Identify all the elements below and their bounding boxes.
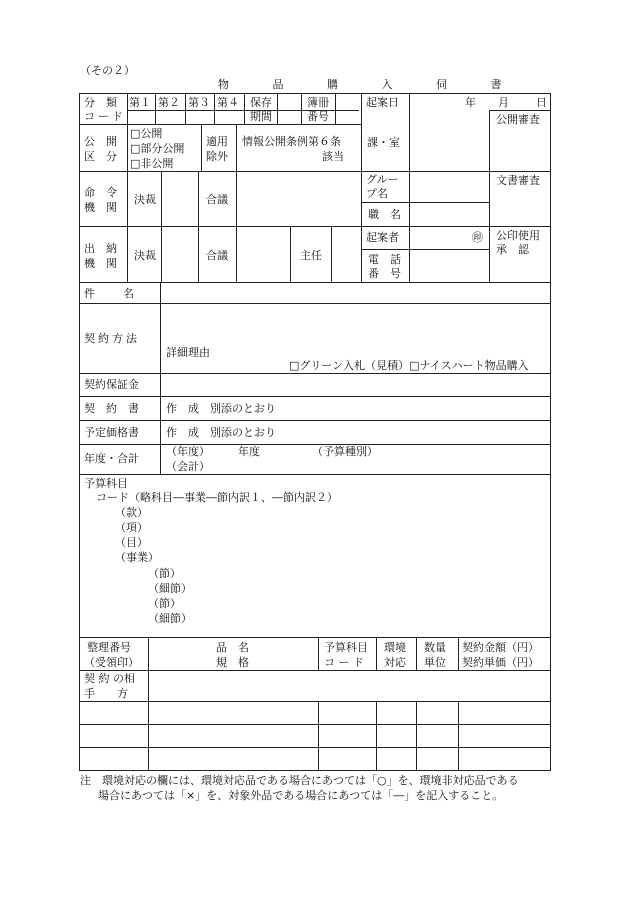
budget-setsu-1: （節） (148, 567, 181, 580)
estimated-price-value: 作 成 別添のとおり (166, 426, 276, 439)
fiscal-year-paren: （年度） (166, 445, 210, 458)
retention-label-2: 期間 (250, 110, 272, 123)
contract-amount-header: 契約金額（円） (462, 641, 539, 654)
budget-setsu-2: （節） (148, 597, 181, 610)
date-month: 月 (498, 96, 509, 109)
contract-doc-label: 契 約 書 (84, 402, 139, 415)
fiscal-total-label: 年度・合計 (84, 452, 139, 465)
budget-code-header: 予算科目 (324, 641, 368, 654)
treasury-label-2: 機 関 (84, 257, 117, 270)
eco-header: 環境 (384, 641, 406, 654)
form-title: 物 品 購 入 伺 書 (218, 78, 522, 91)
contract-doc-value: 作 成 別添のとおり (166, 402, 276, 415)
budget-code-header-2: コ ー ド (324, 656, 364, 669)
disclosure-label: 公 開 (84, 135, 117, 148)
disclosure-option-partial[interactable]: □部分公開 (130, 142, 185, 155)
seal-use-label: 公印使用 (496, 229, 540, 242)
footnote-line-2: 場合にあつては「×」を、対象外品である場合にあつては「―」を記入すること。 (98, 789, 504, 802)
budget-title: 予算科目 (84, 477, 128, 490)
footnote-line-1: 注 環境対応の欄には、環境対応品である場合にあつては「○」を、環境非対応品である (80, 774, 519, 787)
ordinance-text: 情報公開条例第６条 (242, 135, 341, 148)
ledger-label: 簿冊 (307, 96, 329, 109)
draft-date-label: 起案日 (366, 96, 399, 109)
accounting-label: （会計） (166, 460, 210, 473)
exclusion-label-2: 除外 (206, 150, 228, 163)
phone-label-2: 番 号 (368, 267, 401, 280)
order-authority-label-2: 機 関 (84, 201, 117, 214)
chief-label: 主任 (300, 249, 322, 262)
order-consult-label: 合議 (206, 193, 228, 206)
green-procurement-options[interactable]: □グリーン入札（見積）□ナイスハート物品購入 (289, 359, 529, 372)
disclosure-label-2: 区 分 (84, 150, 117, 163)
budget-saisetsu-1: （細節） (148, 582, 192, 595)
treasury-consult-label: 合議 (206, 249, 228, 262)
public-review-label: 公開審査 (496, 113, 540, 126)
budget-saisetsu-2: （細節） (148, 612, 192, 625)
ref-number-header: 整理番号 (87, 641, 131, 654)
disclosure-option-private[interactable]: □非公開 (130, 157, 174, 170)
budget-ko: （項） (115, 521, 148, 534)
unit-price-header: 契約単価（円） (462, 656, 539, 669)
group-name-label-2: プ名 (366, 187, 388, 200)
section-label: 課・室 (367, 136, 400, 149)
date-year: 年 (465, 96, 476, 109)
unit-header: 単位 (424, 656, 446, 669)
document-review-label: 文書審査 (496, 174, 540, 187)
class-code-label: 分 類 (84, 96, 117, 109)
class-code-label-2: コード (84, 110, 126, 123)
page-number: （その２） (80, 64, 135, 77)
budget-jigyo: （事業） (115, 551, 159, 564)
budget-kan: （款） (115, 506, 148, 519)
contract-deposit-label: 契約保証金 (84, 378, 139, 391)
order-authority-label: 命 令 (84, 186, 117, 199)
budget-type: （予算種別） (312, 445, 378, 458)
budget-moku: （目） (115, 536, 148, 549)
job-title-label: 職 名 (368, 208, 401, 221)
item-spec-header: 規 格 (216, 656, 249, 669)
ordinance-applicable: 該当 (322, 150, 344, 163)
seal-use-label-2: 承 認 (496, 243, 529, 256)
order-approval-label: 決裁 (134, 193, 156, 206)
exclusion-label: 適用 (206, 135, 228, 148)
group-name-label: グルー (366, 173, 399, 186)
receipt-seal-header: （受領印） (84, 656, 139, 669)
quantity-header: 数量 (424, 641, 446, 654)
contract-method-label: 契約方法 (84, 332, 140, 345)
disclosure-option-public[interactable]: □公開 (130, 127, 163, 140)
code-dai4: 第４ (217, 96, 239, 109)
code-dai2: 第２ (158, 96, 180, 109)
drafter-label: 起案者 (366, 231, 399, 244)
ledger-label-2: 番号 (307, 110, 329, 123)
retention-label: 保存 (250, 96, 272, 109)
phone-label: 電 話 (368, 253, 401, 266)
eco-header-2: 対応 (384, 656, 406, 669)
counterparty-label-2: 手 方 (84, 687, 128, 700)
subject-label: 件 名 (84, 287, 136, 300)
fiscal-year: 年度 (238, 445, 260, 458)
counterparty-label: 契 約 の相 (84, 672, 135, 685)
detail-reason-label: 詳細理由 (166, 346, 210, 359)
budget-code: コード（略科目―事業―節内訳１、―節内訳２） (96, 491, 338, 504)
treasury-approval-label: 決裁 (134, 249, 156, 262)
estimated-price-label: 予定価格書 (84, 426, 139, 439)
treasury-label: 出 納 (84, 242, 117, 255)
seal-mark: ㊞ (472, 231, 483, 244)
code-dai3: 第３ (188, 96, 210, 109)
code-dai1: 第１ (129, 96, 151, 109)
item-name-header: 品 名 (216, 641, 249, 654)
date-day: 日 (536, 96, 547, 109)
